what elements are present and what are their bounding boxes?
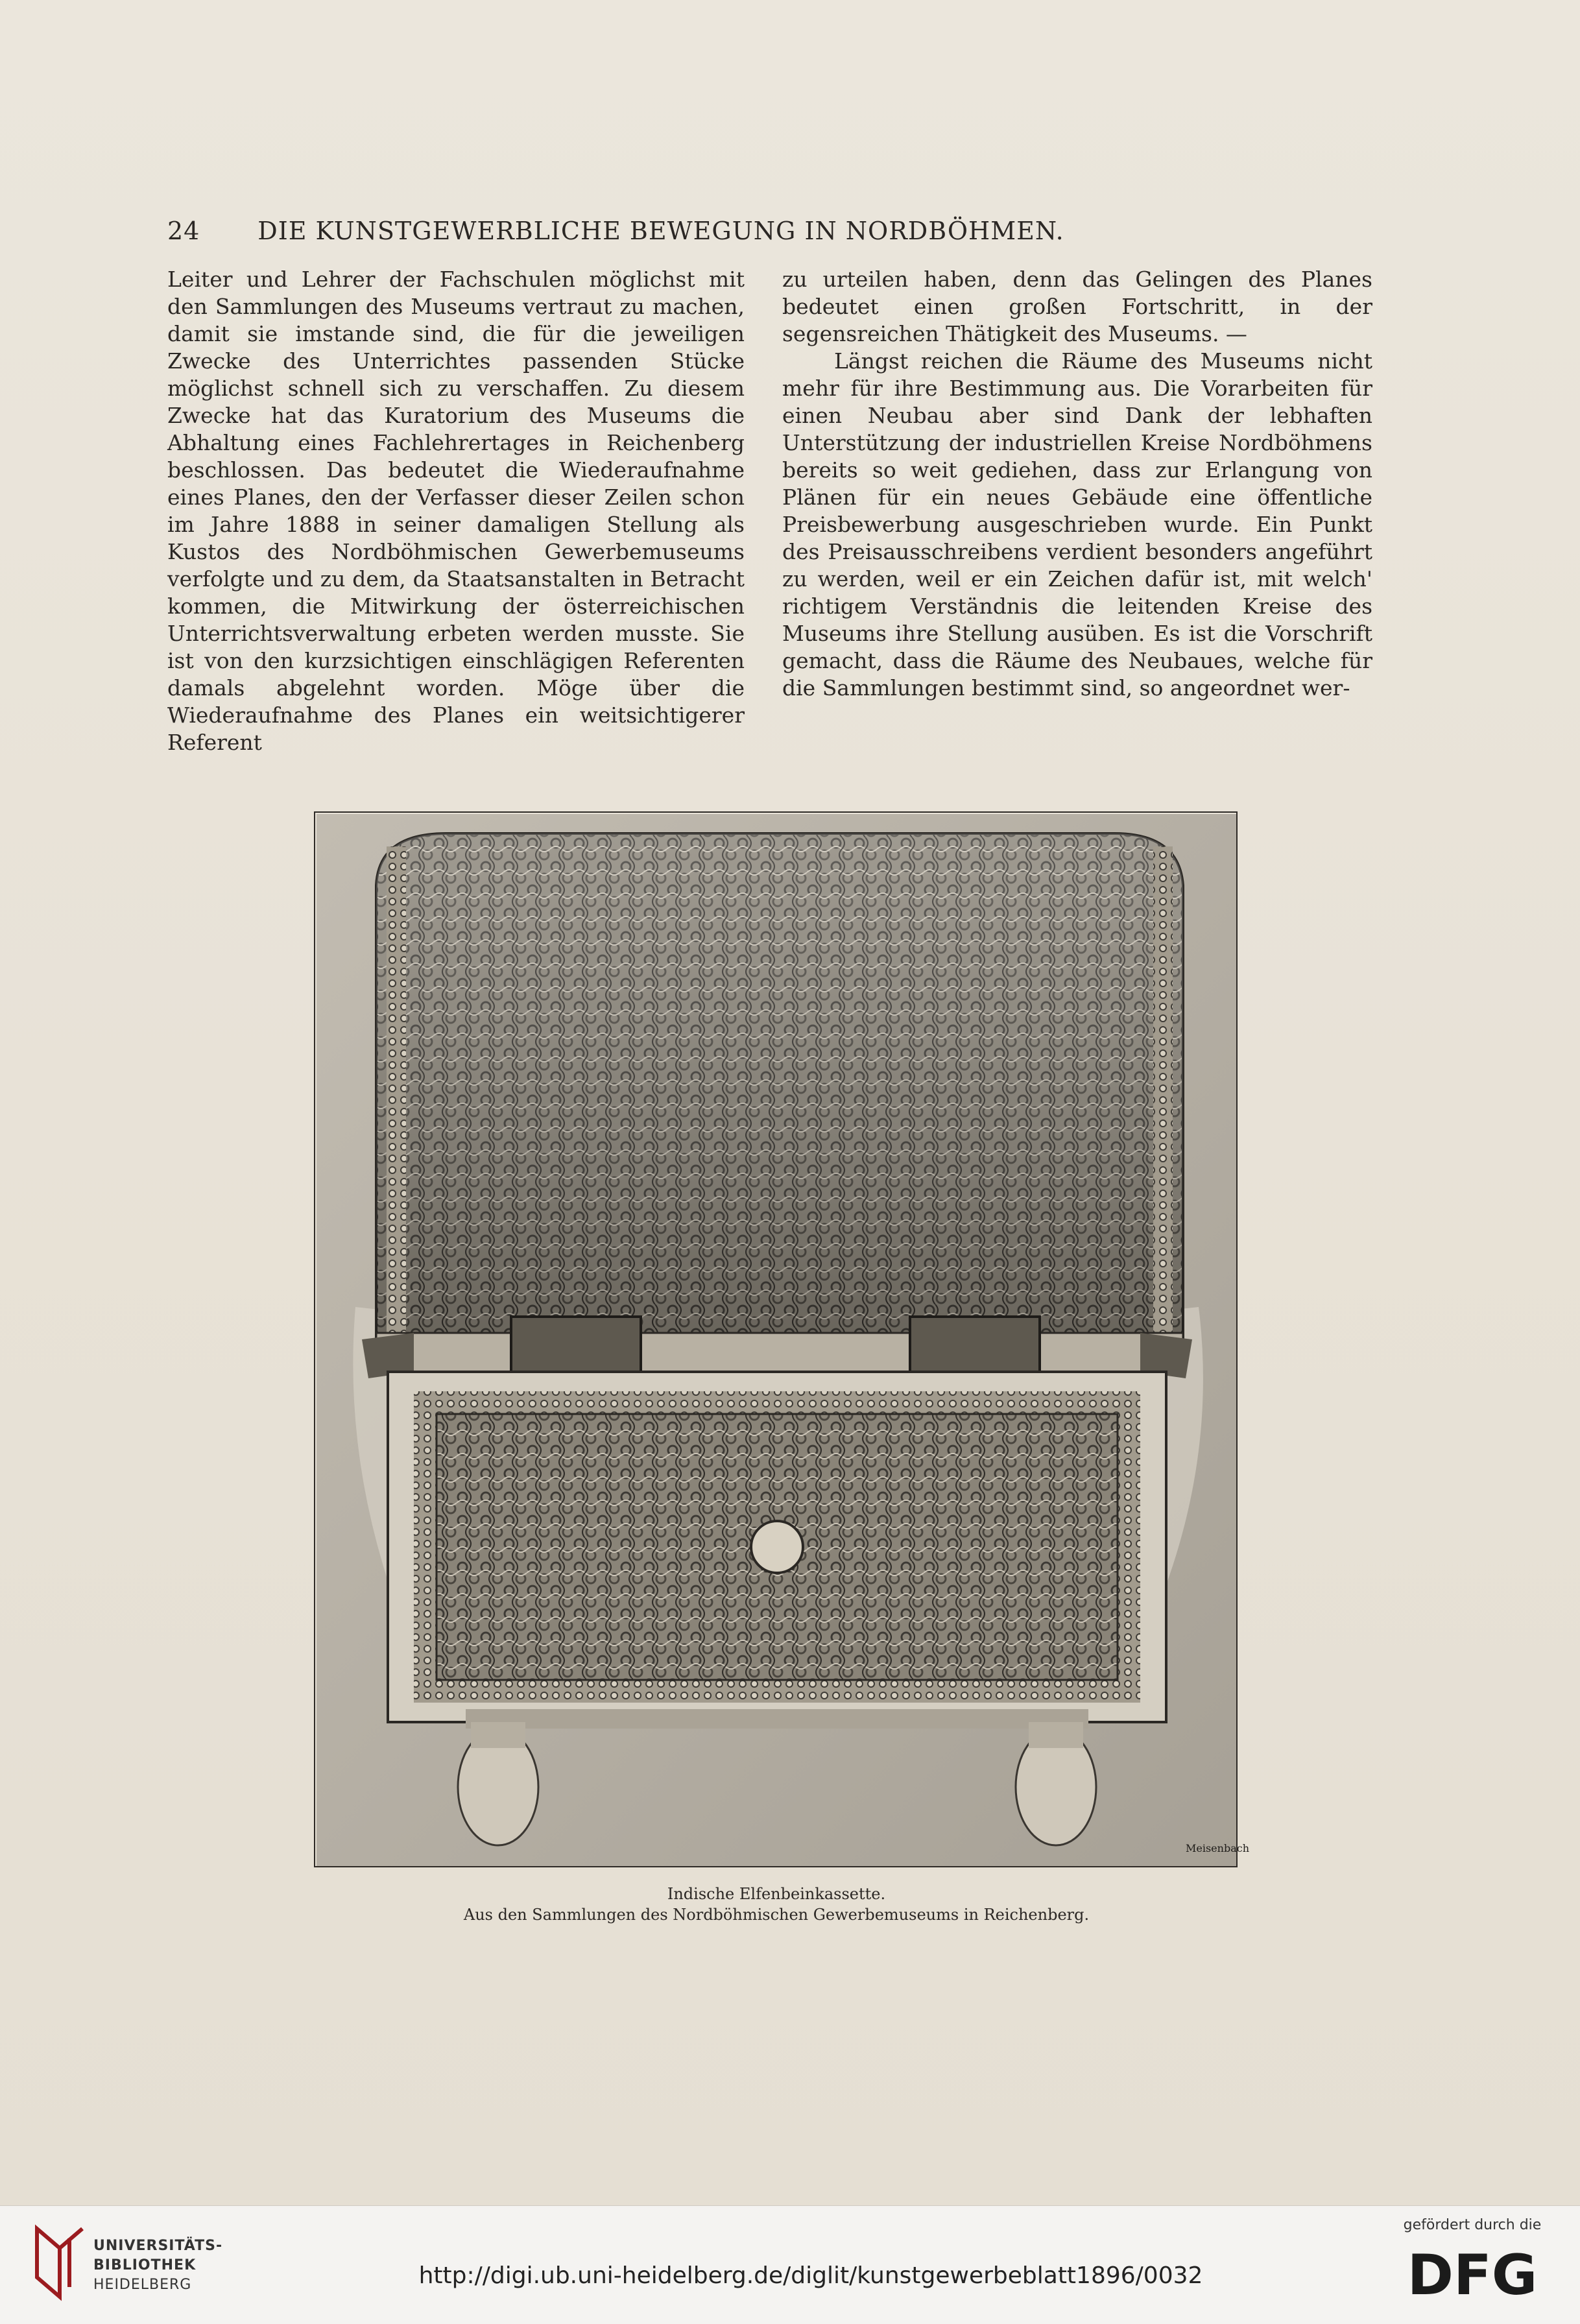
dfg-logo-icon[interactable]: [1401, 2241, 1544, 2306]
university-library-logo-icon: [34, 2222, 86, 2300]
library-name-line2: BIBLIOTHEK: [93, 2257, 197, 2273]
library-name-line3: HEIDELBERG: [93, 2277, 192, 2293]
dfg-logo-text: DFG: [1407, 2243, 1538, 2308]
figure-caption: [317, 1884, 1236, 1925]
paragraph: zu urteilen haben, denn das Gelingen des Planes bedeutet einen großen Fortschritt, in der segensreichen Thätigkeit des Museums. —: [782, 267, 1372, 346]
engraver-mark: Meisenbach: [1186, 1842, 1249, 1854]
text-column-right: [782, 266, 1372, 702]
paragraph: Leiter und Lehrer der Fachschulen möglichst mit den Sammlungen des Museums vertraut zu machen, damit sie imstande sind, die für die jeweiligen Zwecke des Unterrichtes passenden Stücke möglichst schnell sich zu verschaffen. Zu diesem Zwecke hat das Kuratorium des Museums die Abhaltung eines Fachlehrertages in Reichenberg beschlossen. Das bedeutet die Wiederaufnahme eines Planes, den der Verfasser dieser Zeilen schon im Jahre 1888 in seiner damaligen Stellung als Kustos des Nordböhmischen Gewerbemuseums verfolgte und zu dem, da Staatsanstalten in Betracht kommen, die Mitwirkung der österreichischen Unterrichtsverwaltung erbeten werden musste. Sie ist von den kurzsichtigen einschlägigen Referenten damals abgelehnt worden. Möge über die Wiederaufnahme des Planes ein weitsichtigerer Referent: [167, 267, 745, 755]
running-header: [167, 217, 1155, 256]
casket-illustration: [317, 814, 1249, 1866]
library-logo[interactable]: [34, 2218, 223, 2309]
permalink-url[interactable]: http://digi.ub.uni-heidelberg.de/diglit/kunstgewerbeblatt1896/0032: [418, 2262, 1203, 2289]
running-title: DIE KUNSTGEWERBLICHE BEWEGUNG IN NORDBÖHMEN.: [257, 217, 1064, 245]
page-number: 24: [167, 217, 200, 245]
funding-label: gefördert durch die: [1403, 2217, 1542, 2233]
caption-source: Aus den Sammlungen des Nordböhmischen Gewerbemuseums in Reichenberg.: [463, 1906, 1090, 1924]
library-name-line1: UNIVERSITÄTS-: [93, 2238, 223, 2254]
caption-title: Indische Elfenbeinkassette.: [667, 1885, 886, 1903]
paragraph: Längst reichen die Räume des Museums nicht mehr für ihre Bestimmung aus. Die Vorarbeiten für einen Neubau aber sind Dank der lebhaften Unterstützung der industriellen Kreise Nordböhmens bereits so weit gediehen, dass zur Erlangung von Plänen für ein neues Gebäude eine öffentliche Preisbewerbung ausgeschrieben wurde. Ein Punkt des Preisausschreibens verdient besonders angeführt zu werden, weil er ein Zeichen dafür ist, mit welch' richtigem Verständnis die leitenden Kreise des Museums ihre Stellung ausüben. Es ist die Vorschrift gemacht, dass die Räume des Neubaues, welche für die Sammlungen bestimmt sind, so angeordnet wer-: [782, 348, 1372, 701]
figure-ivory-casket-photo: [317, 814, 1249, 1866]
text-column-left: [167, 266, 745, 756]
